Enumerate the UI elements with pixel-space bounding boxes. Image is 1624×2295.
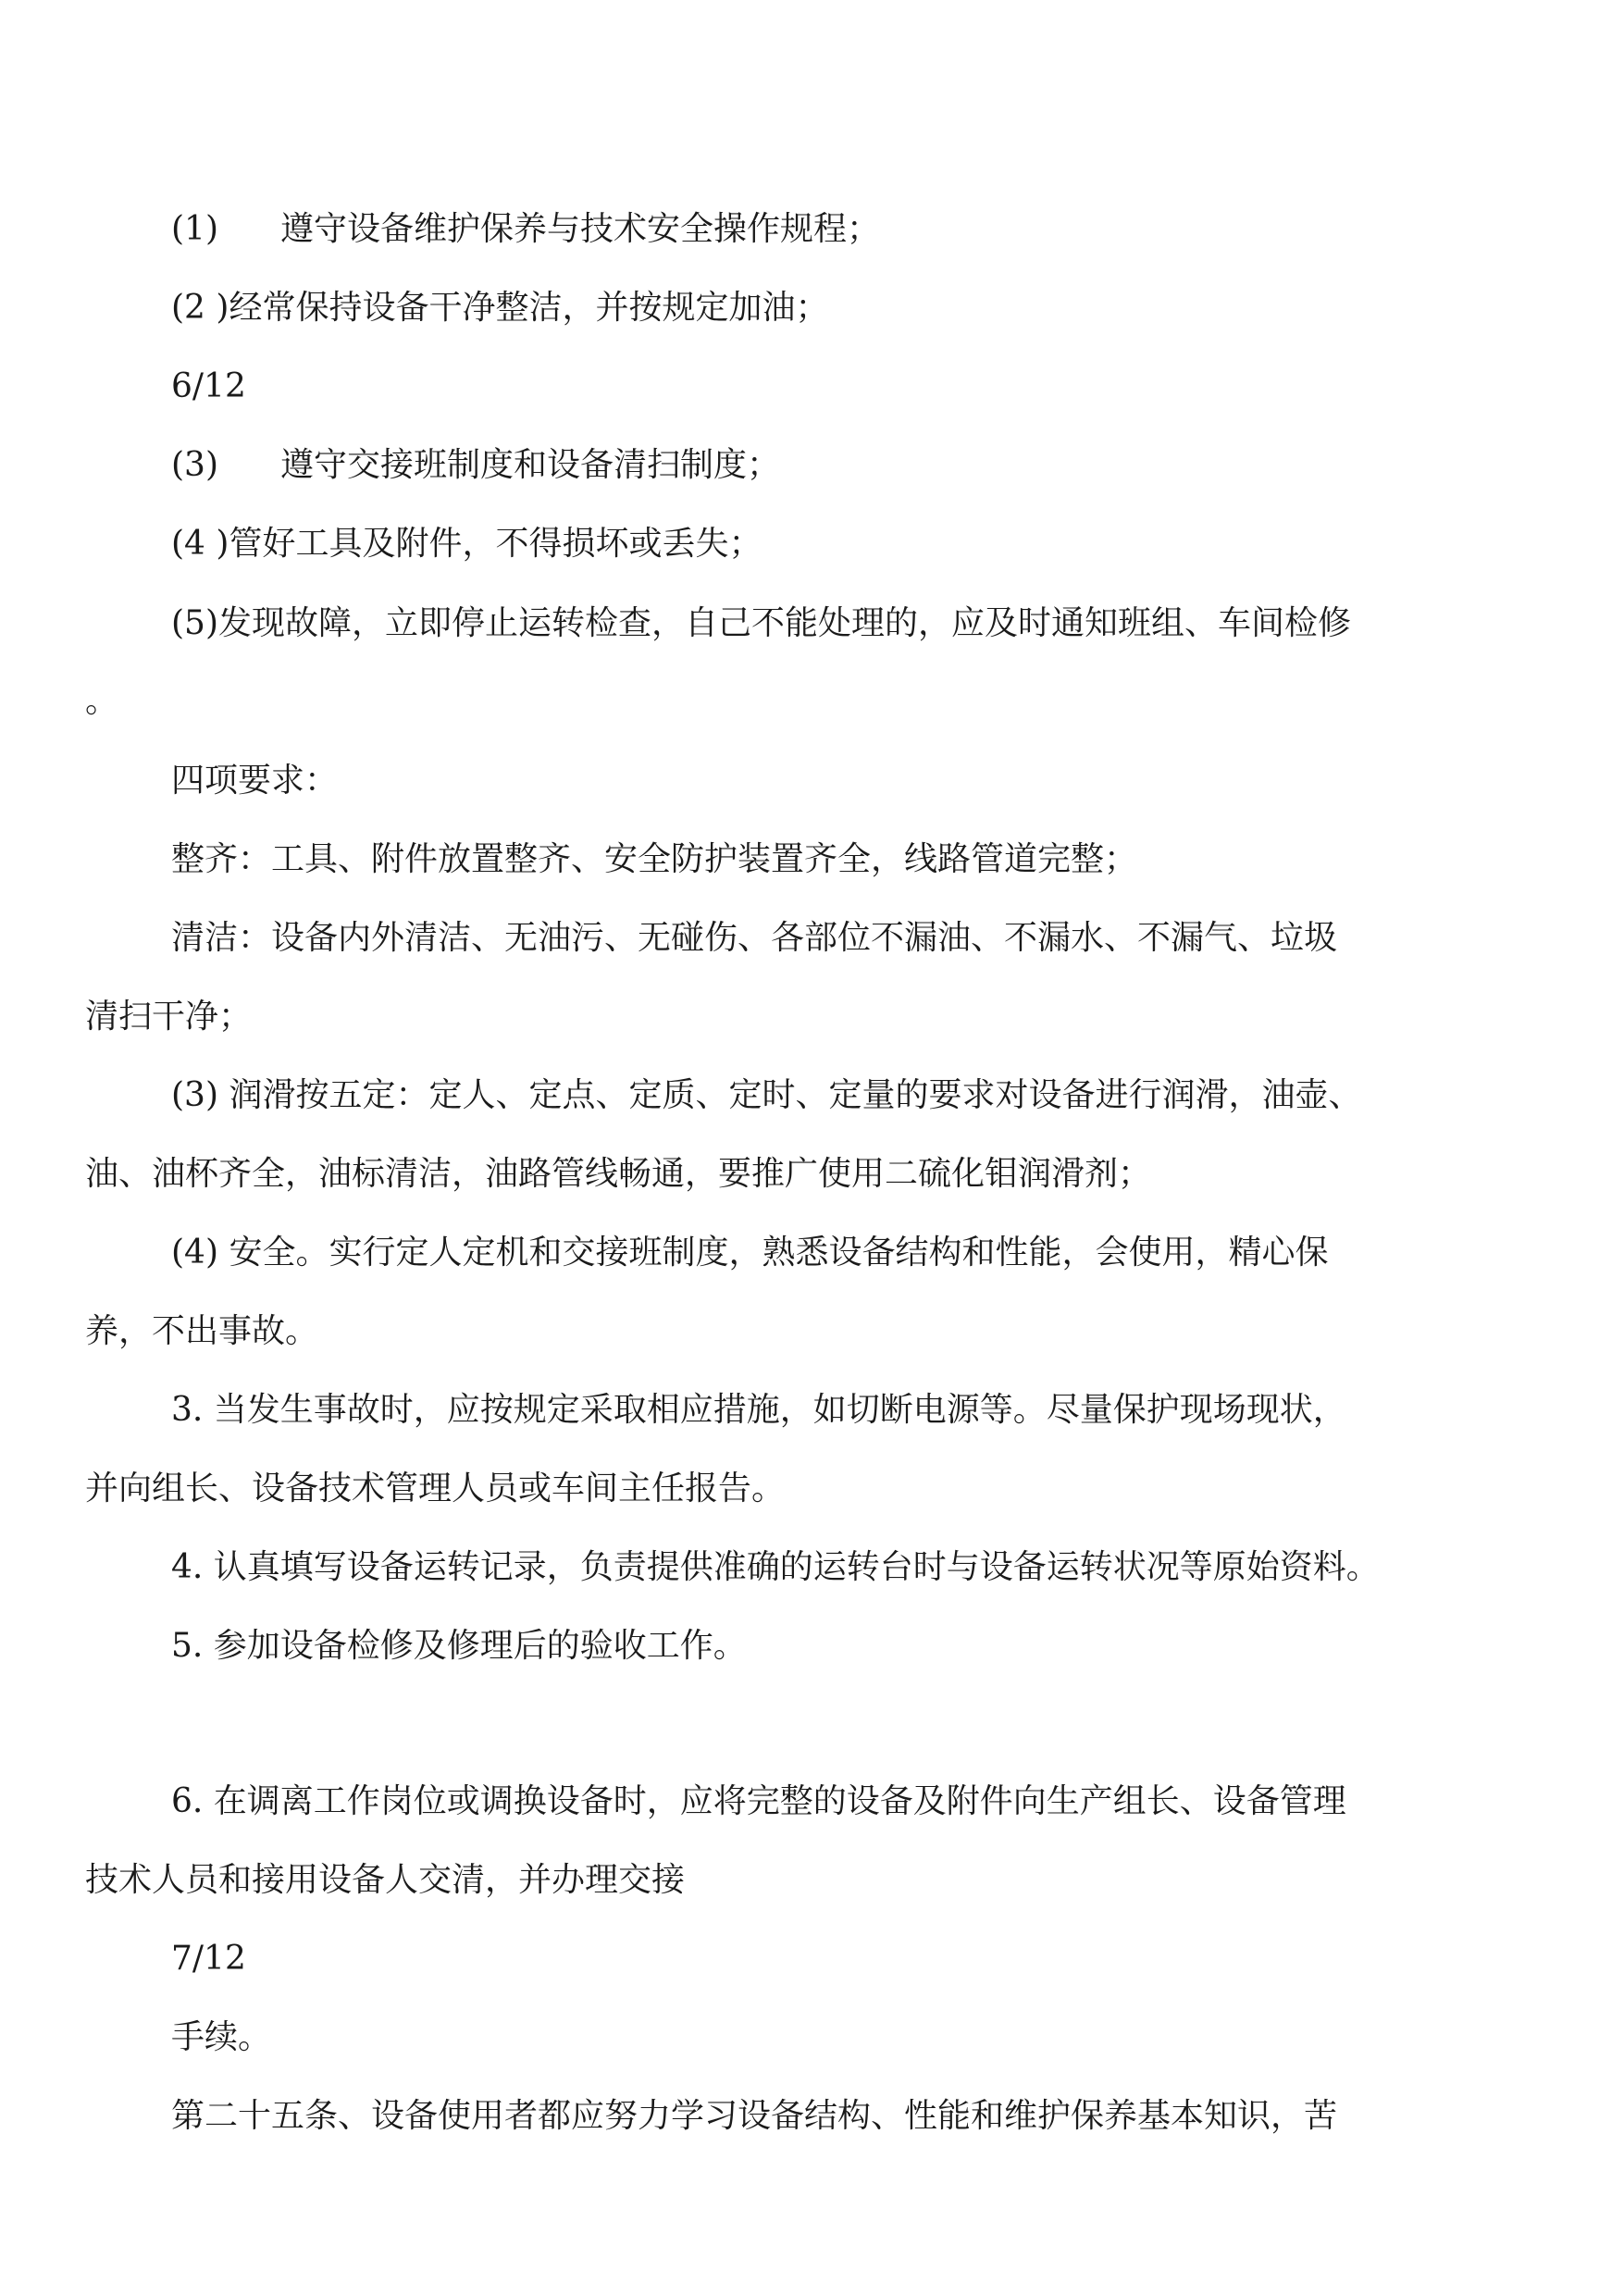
item-number: (2 ) [171, 289, 229, 327]
item-text: 遵守设备维护保养与技术安全操作规程； [280, 210, 881, 248]
paragraph-line: 5. 参加设备检修及修理后的验收工作。 [171, 1627, 747, 1665]
paragraph-line: 3. 当发生事故时，应按规定采取相应措施，如切断电源等。尽量保护现场现状， [171, 1391, 1346, 1429]
item-text: 发现故障，立即停止运转检查，自己不能处理的，应及时通知班组、车间检修 [218, 604, 1352, 642]
paragraph-line: 6. 在调离工作岗位或调换设备时，应将完整的设备及附件向生产组长、设备管理 [171, 1782, 1346, 1820]
list-item-2 [171, 288, 1541, 329]
section-heading: 四项要求： [171, 762, 339, 800]
item-number: (5) [171, 604, 218, 642]
list-item-5 [171, 603, 1541, 644]
paragraph-line: 手续。 [171, 2018, 272, 2056]
paragraph-line: 第二十五条、设备使用者都应努力学习设备结构、性能和维护保养基本知识，苦 [171, 2097, 1338, 2135]
paragraph-line: 4. 认真填写设备运转记录，负责提供准确的运转台时与设备运转状况等原始资料。 [171, 1548, 1380, 1586]
item-text: 管好工具及附件，不得损坏或丢失； [229, 525, 762, 563]
paragraph-continuation: 。 [85, 682, 119, 720]
paragraph-line: 整齐：工具、附件放置整齐、安全防护装置齐全，线路管道完整； [171, 840, 1138, 878]
item-text: 遵守交接班制度和设备清扫制度； [280, 446, 781, 484]
list-item-1 [171, 209, 1541, 250]
paragraph-continuation: 清扫干净； [85, 998, 253, 1036]
paragraph-continuation: 技术人员和接用设备人交清，并办理交接 [85, 1861, 686, 1899]
item-number: (4 ) [171, 525, 229, 563]
list-item-4 [171, 524, 1541, 564]
paragraph-continuation: 油、油杯齐全，油标清洁，油路管线畅通，要推广使用二硫化钼润滑剂； [85, 1155, 1152, 1193]
paragraph-line: (4) 安全。实行定人定机和交接班制度，熟悉设备结构和性能，会使用，精心保 [171, 1234, 1329, 1272]
list-item-3 [171, 445, 1541, 486]
item-text: 经常保持设备干净整洁，并按规定加油； [229, 289, 829, 327]
paragraph-continuation: 并向组长、设备技术管理人员或车间主任报告。 [85, 1470, 786, 1507]
item-number: (1) [171, 210, 218, 248]
item-number: (3) [171, 446, 218, 484]
paragraph-line: 清洁：设备内外清洁、无油污、无碰伤、各部位不漏油、不漏水、不漏气、垃圾 [171, 919, 1338, 957]
paragraph-line: (3) 润滑按五定：定人、定点、定质、定时、定量的要求对设备进行润滑，油壶、 [171, 1076, 1362, 1114]
page-number: 7/12 [171, 1940, 246, 1978]
page-number: 6/12 [171, 367, 246, 405]
paragraph-continuation: 养，不出事故。 [85, 1312, 319, 1350]
